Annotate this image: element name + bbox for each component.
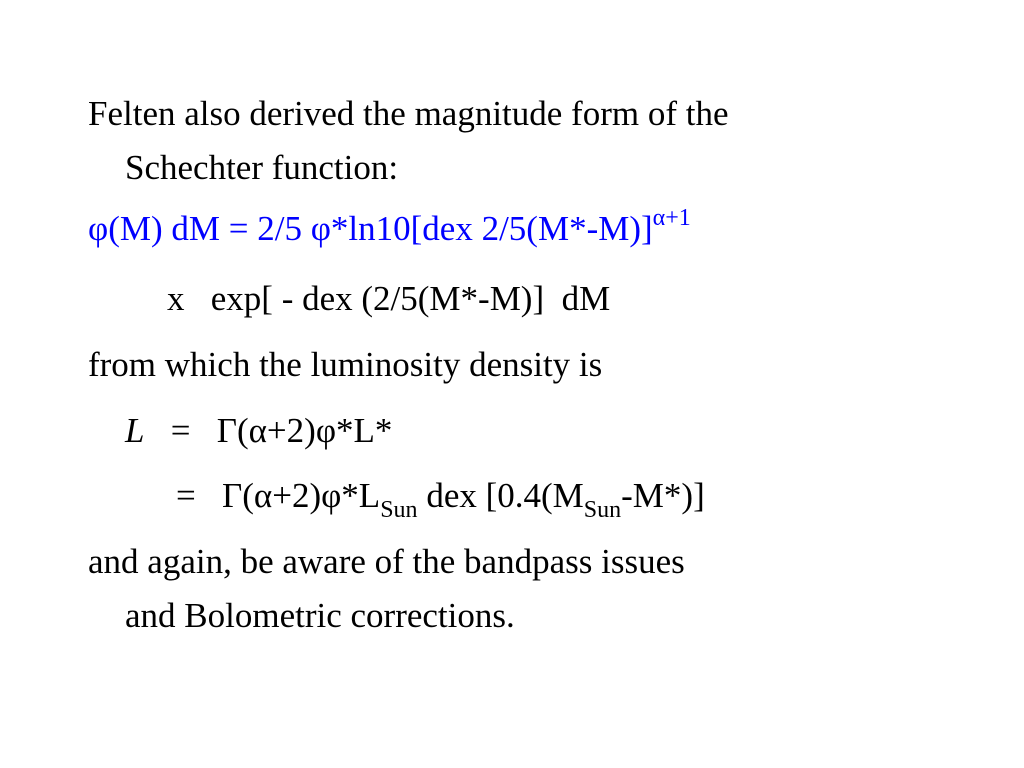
- formula-exp-line: x exp[ - dex (2/5(M*-M)] dM: [167, 279, 611, 318]
- sun-subscript-1: Sun: [380, 497, 418, 523]
- luminosity-symbol: L: [125, 411, 145, 450]
- luminosity-equation-2: [176, 476, 705, 523]
- closing-line-2: and Bolometric corrections.: [125, 596, 515, 635]
- formula-phi-line: [88, 205, 691, 248]
- luminosity-rhs-1: = Γ(α+2)φ*L*: [170, 411, 393, 450]
- luminosity-text: from which the luminosity density is: [88, 345, 603, 384]
- luminosity-rhs-2-mid: dex [0.4(M: [417, 476, 584, 515]
- luminosity-rhs-2-end: -M*)]: [621, 476, 705, 515]
- formula-phi-main: φ(M) dM = 2/5 φ*ln10[dex 2/5(M*-M)]: [88, 209, 653, 248]
- formula-phi-exponent: α+1: [652, 205, 691, 231]
- intro-line-2: Schechter function:: [125, 148, 399, 187]
- intro-line-1: Felten also derived the magnitude form of the: [88, 94, 729, 133]
- luminosity-equation-1: [125, 413, 392, 448]
- luminosity-rhs-2-prefix: = Γ(α+2)φ*L: [176, 476, 381, 515]
- sun-subscript-2: Sun: [583, 497, 622, 523]
- closing-line-1: and again, be aware of the bandpass issues: [88, 542, 685, 581]
